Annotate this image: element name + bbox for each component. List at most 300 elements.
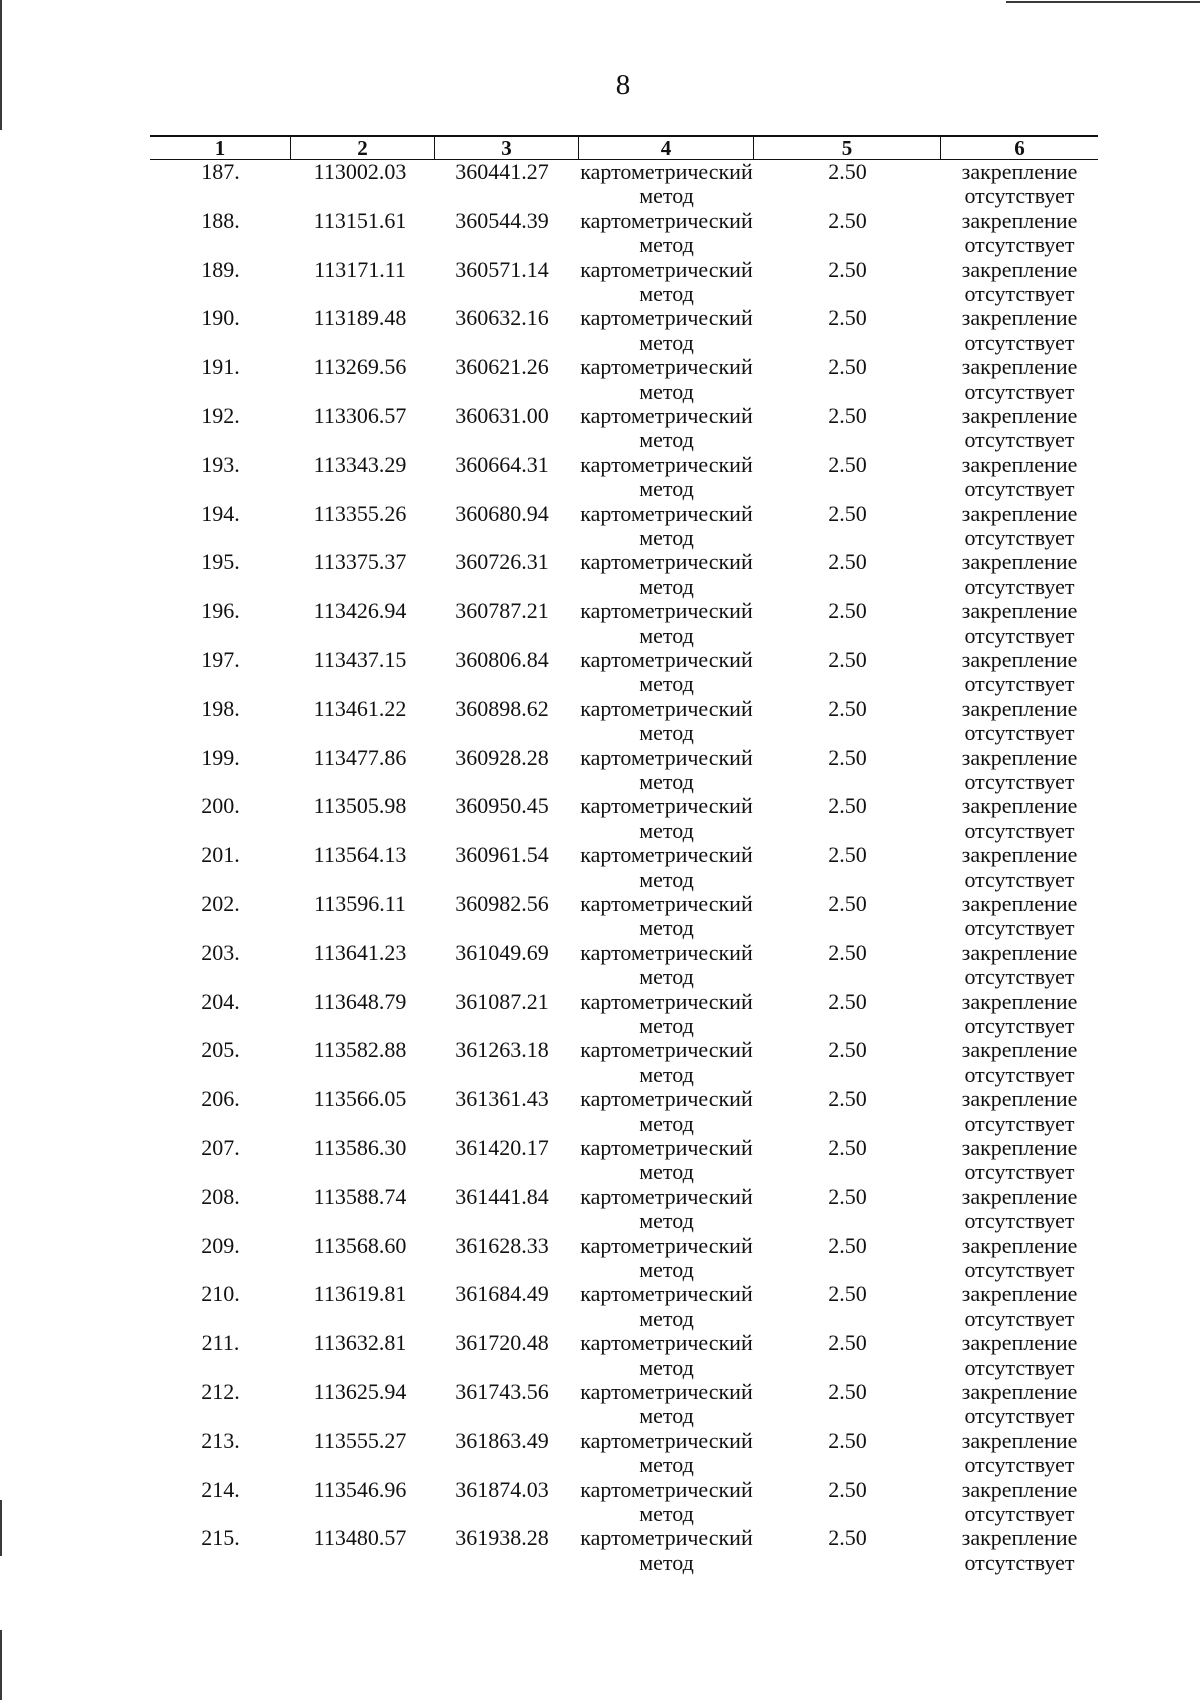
accuracy-value: 2.50: [828, 598, 867, 624]
x-coordinate: 113505.98: [313, 793, 407, 819]
method-line-2: метод: [639, 915, 694, 941]
x-coordinate: 113582.88: [313, 1037, 407, 1063]
fixing-line-1: закрепление: [961, 549, 1078, 575]
accuracy-value: 2.50: [828, 646, 867, 672]
fixing-line-1: закрепление: [961, 1427, 1078, 1453]
point-number-cell: [150, 209, 291, 258]
fixing-line-1: закрепление: [961, 159, 1078, 184]
table-row: [150, 1526, 1098, 1575]
x-coordinate-cell: [291, 209, 435, 258]
x-coordinate-cell: [291, 453, 435, 502]
table-row: [150, 599, 1098, 648]
point-number: 207.: [201, 1134, 240, 1160]
table-row: [150, 648, 1098, 697]
table-row: [150, 306, 1098, 355]
y-coordinate: 361938.28: [455, 1525, 549, 1551]
method-line-2: метод: [639, 378, 694, 404]
fixing-cell: [941, 1526, 1098, 1575]
method-line-1: картометрический: [580, 1330, 753, 1356]
y-coordinate-cell: [435, 1478, 579, 1527]
y-coordinate-cell: [435, 990, 579, 1039]
fixing-line-1: закрепление: [961, 1525, 1078, 1551]
accuracy-value: 2.50: [828, 1037, 867, 1063]
fixing-cell: [941, 746, 1098, 795]
point-number: 202.: [201, 890, 240, 916]
fixing-line-1: закрепление: [961, 842, 1078, 868]
fixing-cell: [941, 1087, 1098, 1136]
y-coordinate: 361628.33: [455, 1232, 549, 1258]
y-coordinate: 360544.39: [455, 207, 549, 233]
fixing-line-1: закрепление: [961, 890, 1078, 916]
y-coordinate: 361874.03: [455, 1476, 549, 1502]
accuracy-value: 2.50: [828, 1134, 867, 1160]
fixing-line-2: отсутствует: [964, 671, 1075, 697]
method-line-2: метод: [639, 281, 694, 306]
method-line-2: метод: [639, 1403, 694, 1429]
table-row: [150, 1331, 1098, 1380]
method-line-1: картометрический: [580, 939, 753, 965]
fixing-line-1: закрепление: [961, 500, 1078, 526]
method-line-1: картометрический: [580, 793, 753, 819]
table-row: [150, 550, 1098, 599]
y-coordinate-cell: [435, 746, 579, 795]
point-number: 215.: [201, 1525, 240, 1551]
fixing-line-1: закрепление: [961, 1232, 1078, 1258]
accuracy-cell: [754, 404, 941, 453]
x-coordinate: 113375.37: [313, 549, 407, 575]
accuracy-cell: [754, 990, 941, 1039]
method-line-2: метод: [639, 1110, 694, 1136]
fixing-line-1: закрепление: [961, 744, 1078, 770]
y-coordinate: 360632.16: [455, 305, 549, 331]
method-line-1: картометрический: [580, 1134, 753, 1160]
fixing-line-1: закрепление: [961, 988, 1078, 1014]
accuracy-cell: [754, 599, 941, 648]
fixing-line-2: отсутствует: [964, 1012, 1075, 1038]
method-cell: [579, 746, 754, 795]
y-coordinate-cell: [435, 1380, 579, 1429]
fixing-cell: [941, 258, 1098, 307]
accuracy-value: 2.50: [828, 1086, 867, 1112]
method-line-2: метод: [639, 1452, 694, 1478]
y-coordinate-cell: [435, 306, 579, 355]
point-number: 188.: [201, 207, 240, 233]
x-coordinate: 113437.15: [313, 646, 407, 672]
fixing-line-1: закрепление: [961, 695, 1078, 721]
method-line-2: метод: [639, 964, 694, 990]
y-coordinate: 361684.49: [455, 1281, 549, 1307]
table-row: [150, 1185, 1098, 1234]
point-number: 210.: [201, 1281, 240, 1307]
x-coordinate-cell: [291, 892, 435, 941]
fixing-line-1: закрепление: [961, 939, 1078, 965]
y-coordinate: 360631.00: [455, 402, 549, 428]
method-line-2: метод: [639, 1500, 694, 1526]
x-coordinate-cell: [291, 502, 435, 551]
x-coordinate: 113306.57: [313, 402, 407, 428]
fixing-line-1: закрепление: [961, 1281, 1078, 1307]
point-number: 208.: [201, 1183, 240, 1209]
point-number-cell: [150, 1478, 291, 1527]
x-coordinate-cell: [291, 941, 435, 990]
method-cell: [579, 502, 754, 551]
accuracy-value: 2.50: [828, 402, 867, 428]
method-line-2: метод: [639, 1305, 694, 1331]
method-cell: [579, 697, 754, 746]
fixing-line-2: отсутствует: [964, 1061, 1075, 1087]
point-number-cell: [150, 892, 291, 941]
y-coordinate: 361420.17: [455, 1134, 549, 1160]
fixing-line-2: отсутствует: [964, 1256, 1075, 1282]
y-coordinate: 360928.28: [455, 744, 549, 770]
table-row: [150, 502, 1098, 551]
y-coordinate: 361720.48: [455, 1330, 549, 1356]
method-line-1: картометрический: [580, 256, 753, 282]
point-number: 214.: [201, 1476, 240, 1502]
x-coordinate: 113588.74: [313, 1183, 407, 1209]
point-number: 212.: [201, 1378, 240, 1404]
fixing-line-2: отсутствует: [964, 1452, 1075, 1478]
accuracy-value: 2.50: [828, 1378, 867, 1404]
scan-edge-line: [0, 1500, 2, 1556]
fixing-line-2: отсутствует: [964, 476, 1075, 502]
x-coordinate: 113568.60: [313, 1232, 407, 1258]
x-coordinate-cell: [291, 1136, 435, 1185]
method-cell: [579, 1282, 754, 1331]
method-line-2: метод: [639, 720, 694, 746]
y-coordinate: 361049.69: [455, 939, 549, 965]
scan-edge-line: [0, 1630, 2, 1700]
accuracy-cell: [754, 843, 941, 892]
accuracy-cell: [754, 1526, 941, 1575]
accuracy-value: 2.50: [828, 842, 867, 868]
x-coordinate-cell: [291, 794, 435, 843]
accuracy-cell: [754, 1331, 941, 1380]
fixing-line-2: отсутствует: [964, 866, 1075, 892]
y-coordinate: 361743.56: [455, 1378, 549, 1404]
method-line-1: картометрический: [580, 646, 753, 672]
fixing-line-1: закрепление: [961, 207, 1078, 233]
method-cell: [579, 1526, 754, 1575]
point-number-cell: [150, 599, 291, 648]
accuracy-cell: [754, 550, 941, 599]
y-coordinate-cell: [435, 1282, 579, 1331]
x-coordinate-cell: [291, 1331, 435, 1380]
table-row: [150, 1087, 1098, 1136]
coordinates-table: [150, 135, 1098, 1575]
point-number-cell: [150, 1234, 291, 1283]
x-coordinate-cell: [291, 1087, 435, 1136]
scan-edge-line: [0, 0, 2, 130]
point-number: 192.: [201, 402, 240, 428]
method-line-1: картометрический: [580, 890, 753, 916]
x-coordinate: 113269.56: [313, 354, 407, 380]
fixing-cell: [941, 794, 1098, 843]
point-number: 200.: [201, 793, 240, 819]
fixing-line-1: закрепление: [961, 1378, 1078, 1404]
x-coordinate-cell: [291, 746, 435, 795]
method-cell: [579, 306, 754, 355]
point-number: 198.: [201, 695, 240, 721]
method-line-1: картометрический: [580, 1525, 753, 1551]
point-number-cell: [150, 355, 291, 404]
method-line-1: картометрический: [580, 1476, 753, 1502]
method-cell: [579, 892, 754, 941]
table-row: [150, 697, 1098, 746]
point-number-cell: [150, 404, 291, 453]
point-number: 204.: [201, 988, 240, 1014]
point-number-cell: [150, 1185, 291, 1234]
fixing-line-2: отсутствует: [964, 281, 1075, 306]
header-cell-6: 6: [1014, 136, 1025, 160]
x-coordinate-cell: [291, 550, 435, 599]
fixing-cell: [941, 404, 1098, 453]
x-coordinate-cell: [291, 697, 435, 746]
fixing-line-2: отсутствует: [964, 1159, 1075, 1185]
y-coordinate-cell: [435, 843, 579, 892]
y-coordinate: 361863.49: [455, 1427, 549, 1453]
fixing-cell: [941, 355, 1098, 404]
method-cell: [579, 453, 754, 502]
fixing-line-2: отсутствует: [964, 768, 1075, 794]
x-coordinate: 113546.96: [313, 1476, 407, 1502]
y-coordinate: 360621.26: [455, 354, 549, 380]
point-number: 209.: [201, 1232, 240, 1258]
method-line-2: метод: [639, 329, 694, 355]
method-cell: [579, 404, 754, 453]
point-number-cell: [150, 843, 291, 892]
accuracy-value: 2.50: [828, 354, 867, 380]
accuracy-cell: [754, 306, 941, 355]
table-row: [150, 746, 1098, 795]
x-coordinate-cell: [291, 599, 435, 648]
x-coordinate-cell: [291, 258, 435, 307]
fixing-line-2: отсутствует: [964, 915, 1075, 941]
method-line-2: метод: [639, 1549, 694, 1575]
x-coordinate: 113002.03: [313, 159, 407, 184]
x-coordinate: 113426.94: [313, 598, 407, 624]
method-line-2: метод: [639, 476, 694, 502]
x-coordinate: 113586.30: [313, 1134, 407, 1160]
fixing-line-2: отсутствует: [964, 427, 1075, 453]
page-number: 8: [615, 69, 631, 101]
point-number-cell: [150, 1526, 291, 1575]
y-coordinate-cell: [435, 648, 579, 697]
fixing-line-1: закрепление: [961, 1134, 1078, 1160]
fixing-line-2: отсутствует: [964, 1500, 1075, 1526]
point-number-cell: [150, 1282, 291, 1331]
method-cell: [579, 355, 754, 404]
y-coordinate-cell: [435, 599, 579, 648]
accuracy-value: 2.50: [828, 549, 867, 575]
fixing-cell: [941, 1282, 1098, 1331]
table-row: [150, 258, 1098, 307]
accuracy-cell: [754, 1429, 941, 1478]
point-number-cell: [150, 1380, 291, 1429]
method-line-2: метод: [639, 622, 694, 648]
point-number-cell: [150, 794, 291, 843]
y-coordinate-cell: [435, 404, 579, 453]
y-coordinate: 360787.21: [455, 598, 549, 624]
method-line-2: метод: [639, 573, 694, 599]
method-line-1: картометрический: [580, 695, 753, 721]
point-number: 201.: [201, 842, 240, 868]
point-number-cell: [150, 453, 291, 502]
method-line-2: метод: [639, 232, 694, 258]
fixing-cell: [941, 1038, 1098, 1087]
method-cell: [579, 160, 754, 209]
table-row: [150, 1429, 1098, 1478]
accuracy-value: 2.50: [828, 793, 867, 819]
accuracy-value: 2.50: [828, 939, 867, 965]
method-cell: [579, 794, 754, 843]
accuracy-value: 2.50: [828, 988, 867, 1014]
accuracy-value: 2.50: [828, 305, 867, 331]
x-coordinate: 113619.81: [313, 1281, 407, 1307]
table-row: [150, 1478, 1098, 1527]
y-coordinate-cell: [435, 355, 579, 404]
table-row: [150, 990, 1098, 1039]
accuracy-cell: [754, 697, 941, 746]
accuracy-cell: [754, 209, 941, 258]
fixing-cell: [941, 1331, 1098, 1380]
method-cell: [579, 258, 754, 307]
y-coordinate-cell: [435, 209, 579, 258]
accuracy-value: 2.50: [828, 500, 867, 526]
y-coordinate-cell: [435, 550, 579, 599]
y-coordinate-cell: [435, 1331, 579, 1380]
fixing-line-2: отсутствует: [964, 183, 1075, 209]
method-line-2: метод: [639, 1256, 694, 1282]
accuracy-value: 2.50: [828, 1427, 867, 1453]
x-coordinate: 113641.23: [313, 939, 407, 965]
accuracy-value: 2.50: [828, 744, 867, 770]
y-coordinate: 361087.21: [455, 988, 549, 1014]
y-coordinate: 361263.18: [455, 1037, 549, 1063]
x-coordinate: 113555.27: [313, 1427, 407, 1453]
x-coordinate: 113648.79: [313, 988, 407, 1014]
accuracy-cell: [754, 1234, 941, 1283]
x-coordinate-cell: [291, 160, 435, 209]
fixing-line-2: отсутствует: [964, 524, 1075, 550]
point-number: 195.: [201, 549, 240, 575]
y-coordinate-cell: [435, 1038, 579, 1087]
point-number-cell: [150, 1087, 291, 1136]
method-line-1: картометрический: [580, 1232, 753, 1258]
fixing-line-2: отсутствует: [964, 817, 1075, 843]
scan-edge-line: [1006, 1, 1200, 3]
fixing-line-2: отсутствует: [964, 573, 1075, 599]
accuracy-cell: [754, 892, 941, 941]
method-line-1: картометрический: [580, 305, 753, 331]
y-coordinate-cell: [435, 1429, 579, 1478]
x-coordinate-cell: [291, 1526, 435, 1575]
method-cell: [579, 990, 754, 1039]
method-cell: [579, 209, 754, 258]
fixing-line-1: закрепление: [961, 305, 1078, 331]
accuracy-value: 2.50: [828, 1330, 867, 1356]
method-line-1: картометрический: [580, 1378, 753, 1404]
method-line-1: картометрический: [580, 207, 753, 233]
point-number: 189.: [201, 256, 240, 282]
fixing-line-1: закрепление: [961, 1183, 1078, 1209]
y-coordinate-cell: [435, 1087, 579, 1136]
method-cell: [579, 843, 754, 892]
accuracy-cell: [754, 648, 941, 697]
method-cell: [579, 1087, 754, 1136]
point-number-cell: [150, 160, 291, 209]
accuracy-value: 2.50: [828, 159, 867, 184]
y-coordinate: 360961.54: [455, 842, 549, 868]
accuracy-cell: [754, 453, 941, 502]
table-body: [150, 160, 1098, 1575]
x-coordinate-cell: [291, 1429, 435, 1478]
accuracy-cell: [754, 1185, 941, 1234]
method-line-1: картометрический: [580, 1086, 753, 1112]
accuracy-cell: [754, 1136, 941, 1185]
y-coordinate-cell: [435, 1136, 579, 1185]
method-line-1: картометрический: [580, 500, 753, 526]
x-coordinate-cell: [291, 404, 435, 453]
fixing-cell: [941, 453, 1098, 502]
method-cell: [579, 1136, 754, 1185]
method-line-1: картометрический: [580, 549, 753, 575]
y-coordinate: 360982.56: [455, 890, 549, 916]
x-coordinate-cell: [291, 1234, 435, 1283]
fixing-cell: [941, 648, 1098, 697]
method-cell: [579, 941, 754, 990]
fixing-line-1: закрепление: [961, 1476, 1078, 1502]
point-number-cell: [150, 648, 291, 697]
header-cell-3: 3: [435, 137, 579, 159]
y-coordinate: 360898.62: [455, 695, 549, 721]
fixing-line-2: отсутствует: [964, 1403, 1075, 1429]
table-header-row: [150, 135, 1098, 160]
method-line-2: метод: [639, 524, 694, 550]
accuracy-cell: [754, 258, 941, 307]
method-line-2: метод: [639, 866, 694, 892]
point-number-cell: [150, 550, 291, 599]
x-coordinate: 113596.11: [314, 890, 406, 916]
table-row: [150, 1234, 1098, 1283]
y-coordinate-cell: [435, 941, 579, 990]
y-coordinate: 361361.43: [455, 1086, 549, 1112]
fixing-cell: [941, 1185, 1098, 1234]
y-coordinate-cell: [435, 794, 579, 843]
fixing-line-1: закрепление: [961, 256, 1078, 282]
x-coordinate-cell: [291, 1380, 435, 1429]
point-number-cell: [150, 941, 291, 990]
method-line-2: метод: [639, 1354, 694, 1380]
point-number: 203.: [201, 939, 240, 965]
x-coordinate-cell: [291, 1478, 435, 1527]
fixing-line-1: закрепление: [961, 402, 1078, 428]
accuracy-cell: [754, 1282, 941, 1331]
x-coordinate-cell: [291, 843, 435, 892]
accuracy-cell: [754, 941, 941, 990]
point-number-cell: [150, 746, 291, 795]
y-coordinate: 360726.31: [455, 549, 549, 575]
x-coordinate: 113632.81: [313, 1330, 407, 1356]
table-row: [150, 404, 1098, 453]
point-number: 187.: [201, 159, 240, 184]
accuracy-value: 2.50: [828, 1183, 867, 1209]
point-number: 205.: [201, 1037, 240, 1063]
accuracy-value: 2.50: [828, 1476, 867, 1502]
x-coordinate: 113189.48: [313, 305, 407, 331]
accuracy-value: 2.50: [828, 695, 867, 721]
y-coordinate: 361441.84: [455, 1183, 549, 1209]
